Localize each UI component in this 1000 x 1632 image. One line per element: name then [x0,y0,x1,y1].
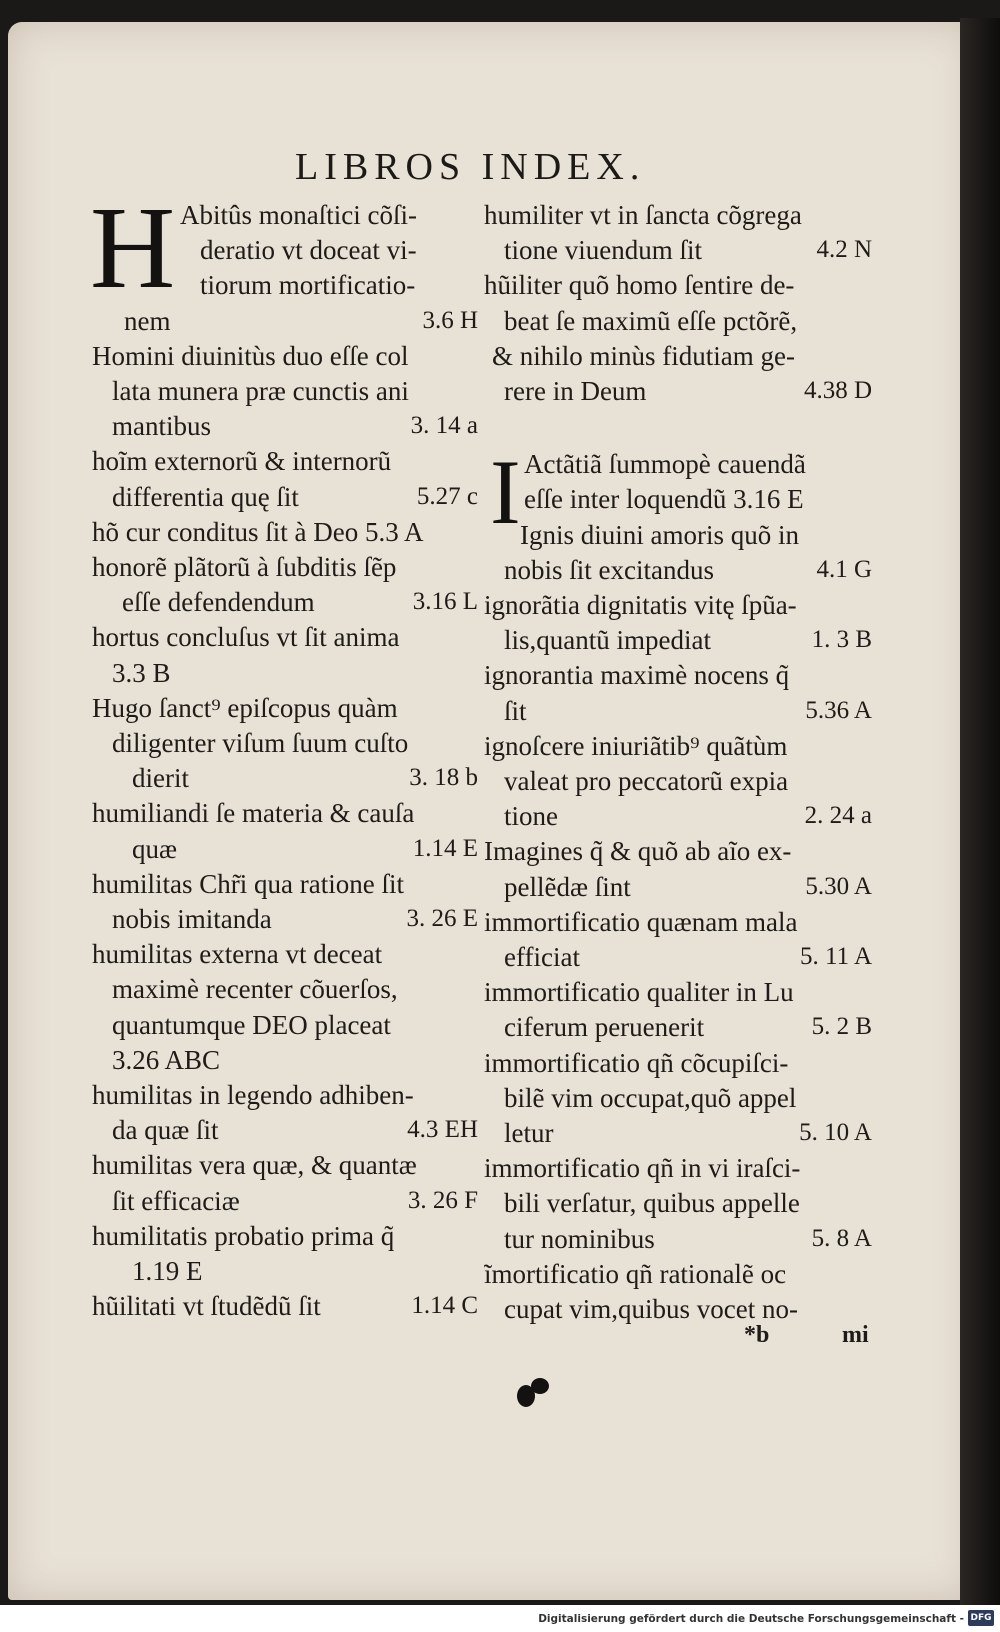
index-entry-line: bili verſatur, quibus appelle [504,1188,800,1219]
index-entry-line: ignorãtia dignitatis vitę ſpũa- [484,590,797,620]
page-reference: 4.1 G [816,555,872,583]
index-entry-line: hõ cur conditus ſit à Deo 5.3 A [92,516,424,547]
index-entry-line: immortificatio qñ cõcupiſci- [484,1047,789,1078]
page-reference: 4.2 N [816,236,872,264]
index-entry-line: humilitas in legendo adhiben- [92,1080,414,1110]
page-reference: 5. 10 A [799,1119,872,1146]
footer-credit: Digitalisierung gefördert durch die Deutsche Forschungsgemeinschaft - [538,1613,964,1625]
page-reference: 5.30 A [805,872,872,900]
page-reference: 3. 14 a [410,412,478,440]
index-entry-line: letur [504,1118,554,1148]
index-entry-line: 3.3 B [112,657,171,688]
page-reference: 1. 3 B [811,626,872,654]
index-entry-line: deratio vt doceat vi- [200,235,417,266]
index-entry-line: humiliandi ſe materia & cauſa [92,798,415,829]
drop-capital-i: I [490,441,521,543]
index-entry-line: hũiliter quõ homo ſentire de- [484,270,795,301]
index-entry-line: efficiat [504,942,580,972]
index-entry-line: ignoſcere iniuriãtib⁹ quãtùm [484,730,788,761]
index-entry-line: lis,quantũ impediat [504,625,711,656]
index-entry-line: nobis ſit excitandus [504,554,714,585]
page-reference: 3. 26 E [406,905,478,932]
index-entry-line: nem [124,305,171,336]
index-entry-line: da quæ ſit [112,1115,219,1146]
index-entry-line: Homini diuinitùs duo eſſe col [92,340,409,371]
page-reference: 5. 2 B [811,1013,872,1041]
page-reference: 3. 26 F [407,1186,478,1214]
index-entry-line: rere in Deum [504,376,647,406]
index-entry-line: Actãtiã ſummopè cauendã [524,449,806,480]
page-reference: 5.27 c [416,482,478,510]
index-entry-line: immortificatio qualiter in Lu [484,977,794,1008]
index-entry-line: diligenter viſum ſuum cuſto [112,728,409,758]
page-reference: 3.6 H [422,306,478,334]
index-entry-line: ignorantia maximè nocens q̃ [484,660,790,691]
index-entry-line: ciferum peruenerit [504,1012,705,1043]
drop-capital-h: H [90,182,176,313]
index-entry-line: tione [504,801,558,832]
index-entry-line: ĩmortificatio qñ rationalẽ oc [484,1258,787,1289]
index-entry-line: immortificatio quænam mala [484,906,798,937]
index-entry-line: eſſe defendendum [122,587,315,618]
index-entry-line: humilitas externa vt deceat [92,939,383,970]
index-entry-line: 1.19 E [132,1256,203,1286]
index-entry-line: beat ſe maximũ eſſe pctõrẽ, [504,305,798,336]
index-entry-line: humilitas Chr̃i qua ratione ſit [92,868,404,899]
index-entry-line: mantibus [112,411,211,442]
index-entry-line: differentia quę ſit [112,481,299,512]
index-entry-line: dierit [132,763,189,794]
index-entry-line: hoĩm externorũ & internorũ [92,446,392,477]
index-entry-line: lata munera præ cunctis ani [112,376,409,406]
page-reference: 5.36 A [805,696,872,724]
index-entry-line: ſit efficaciæ [112,1185,240,1216]
index-entry-line: honorẽ plãtorũ à ſubditis ſẽp [92,552,397,582]
index-entry-line: & nihilo minùs fidutiam ge- [492,340,795,371]
index-entry-line: maximè recenter cõuerſos, [112,974,398,1005]
catchword: mi [842,1322,869,1348]
index-entry-line: valeat pro peccatorũ expia [504,766,789,796]
index-entry-line: quantumque DEO placeat [112,1009,391,1040]
index-entry-line: Ignis diuini amoris quõ in [520,519,799,550]
index-entry-line: tur nominibus [504,1223,655,1254]
page-reference: 4.38 D [803,377,872,404]
index-entry-line: immortificatio qñ in vi iraſci- [484,1153,801,1184]
index-entry-line: 3.26 ABC [112,1044,221,1075]
index-entry-line: Abitûs monaſtici cõſi- [180,200,417,230]
page-reference: 1.14 C [411,1292,478,1320]
page-reference: 5. 11 A [800,943,872,970]
index-entry-line: hũilitati vt ſtudẽdũ ſit [92,1291,321,1322]
dfg-logo: DFG [968,1610,994,1626]
ink-blot-ornament [512,1372,552,1412]
index-entry-line: humilitatis probatio prima q̃ [92,1220,395,1251]
page-edge-shadow [960,18,1000,1605]
index-entry-line: tiorum mortificatio- [200,270,416,301]
index-entry-line: nobis imitanda [112,904,272,934]
page-title: LIBROS INDEX. [295,146,646,188]
index-entry-line: humiliter vt in ſancta cõgrega [484,200,802,230]
index-entry-line: Hugo ſanct⁹ epiſcopus quàm [92,692,398,723]
page-reference: 2. 24 a [804,802,872,830]
index-entry-line: quæ [132,833,178,864]
page-reference: 3.16 L [412,588,478,616]
page-reference: 3. 18 b [409,764,478,792]
page-reference: 5. 8 A [811,1224,872,1252]
page-reference: 4.3 EH [407,1116,478,1144]
index-entry-line: tione viuendum ſit [504,235,702,266]
index-entry-line: hortus concluſus vt ſit anima [92,622,400,653]
index-entry-line: bilẽ vim occupat,quõ appel [504,1082,797,1113]
index-entry-line: Imagines q̃ & quõ ab aĩo ex- [484,836,792,867]
index-entry-line: cupat vim,quibus vocet no- [504,1294,798,1324]
index-entry-line: ſit [504,695,527,726]
signature-mark: *b [744,1322,770,1348]
index-entry-line: eſſe inter loquendũ 3.16 E [524,484,804,515]
page-reference: 1.14 E [412,834,478,862]
index-entry-line: pellẽdæ ſint [504,871,631,902]
index-entry-line: humilitas vera quæ, & quantæ [92,1150,417,1181]
